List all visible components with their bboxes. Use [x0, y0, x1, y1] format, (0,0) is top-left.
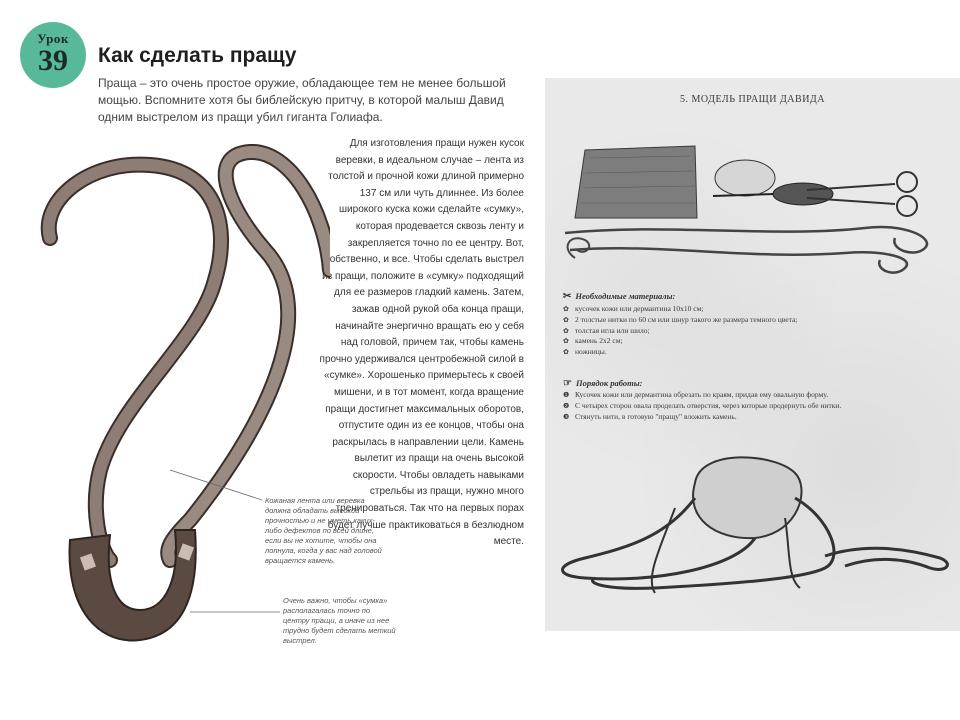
- flower-bullet-icon: ✿: [563, 315, 569, 324]
- list-item: ❸ Стянуть нити, в готовую "пращу" вложить камень.: [563, 411, 737, 421]
- step-bullet-icon: ❷: [563, 401, 570, 410]
- instructions-text: [318, 136, 524, 551]
- list-item: ✿ кусочек кожи или дермантина 10х10 см;: [563, 304, 704, 313]
- scan-title: 5. МОДЕЛЬ ПРАЩИ ДАВИДА: [680, 94, 825, 105]
- work-heading: [563, 378, 642, 389]
- step-bullet-icon: ❸: [563, 412, 570, 421]
- hand-icon: ☞: [563, 378, 572, 389]
- list-item: ✿ ножницы.: [563, 347, 607, 357]
- lesson-word: Урок: [37, 31, 69, 46]
- step-bullet-icon: ❶: [563, 391, 570, 399]
- lesson-number: 39: [38, 44, 68, 77]
- list-item: ❶ Кусочек кожи или дермантина обрезать по краям, придав ему овальную форму.: [563, 390, 829, 399]
- materials-heading: [563, 291, 675, 302]
- lesson-badge: [20, 22, 86, 88]
- list-item: ❷ С четырех сторон овала проделать отверстия, через которые продернуть обе нитки.: [563, 400, 842, 410]
- sling-illustration: [30, 140, 330, 660]
- awl-icon: [773, 183, 833, 205]
- work-heading-text: Порядок работы:: [575, 378, 643, 388]
- stone-icon: [715, 160, 775, 196]
- materials-list: [563, 304, 797, 358]
- page-title: Как сделать пращу: [98, 44, 297, 67]
- steps-list: [563, 390, 841, 422]
- instructions-paragraph: Для изготовления пращи нужен кусок веревки, в идеальном случае – лента из толстой и прочной кожи длиной примерно 137 см или чуть длиннее. Из более широкого куска кожи сделайте «сумку», которая продевается сквозь ленту и закрепляется точно по ее центру. Вот, собственно, и все. Чтобы сделать выстрел из пращи, положите в «сумку» подходящий для ее размеров гладкий камень. Затем, зажав одной рукой оба конца пращи, начинайте энергично вращать ею у себя над головой, причем так, чтобы камень прочно удерживался центробежной силой в «сумке». Хорошенько примерьтесь к своей мишени, и в тот момент, когда вращение пращи достигнет максимальных оборотов, отпустите один из ее концов, чтобы она раскрылась в направлении цели. Камень вылетит из пращи на очень высокой скорости. Чтобы овладеть навыками стрельбы из пращи, нужно много тренироваться. Так что на первых порах будет лучше практиковаться в безлюдном месте.: [319, 138, 524, 548]
- list-item: ✿ толстая игла или шило;: [563, 325, 650, 335]
- scissors-icon: ✂: [563, 291, 572, 302]
- flower-bullet-icon: ✿: [563, 305, 569, 313]
- flower-bullet-icon: ✿: [563, 337, 569, 346]
- caption-leather: Кожаная лента или веревка должна обладать высокой прочностью и не иметь каких-либо дефектов по всей длине, если вы не хотите, чтобы она лопнула, когда у вас над головой вращается камень.: [265, 496, 382, 565]
- list-item: ✿ 2 толстые нитки по 60 см или шнур такого же размера темного цвета;: [563, 314, 798, 324]
- flower-bullet-icon: ✿: [563, 348, 569, 357]
- scanned-page: [545, 78, 960, 631]
- flower-bullet-icon: ✿: [563, 326, 569, 335]
- list-item: ✿ камень 2х2 см;: [563, 336, 623, 346]
- materials-heading-text: Необходимые материалы:: [575, 291, 676, 301]
- intro-paragraph: Праща – это очень простое оружие, обладающее тем не менее большой мощью. Вспомните хотя бы библейскую притчу, в которой малыш Давид одним выстрелом из пращи убил гиганта Голиафа.: [98, 76, 506, 124]
- caption-pouch: Очень важно, чтобы «сумка» располагалась точно по центру пращи, а иначе из нее трудно будет сделать меткий выстрел.: [283, 596, 396, 645]
